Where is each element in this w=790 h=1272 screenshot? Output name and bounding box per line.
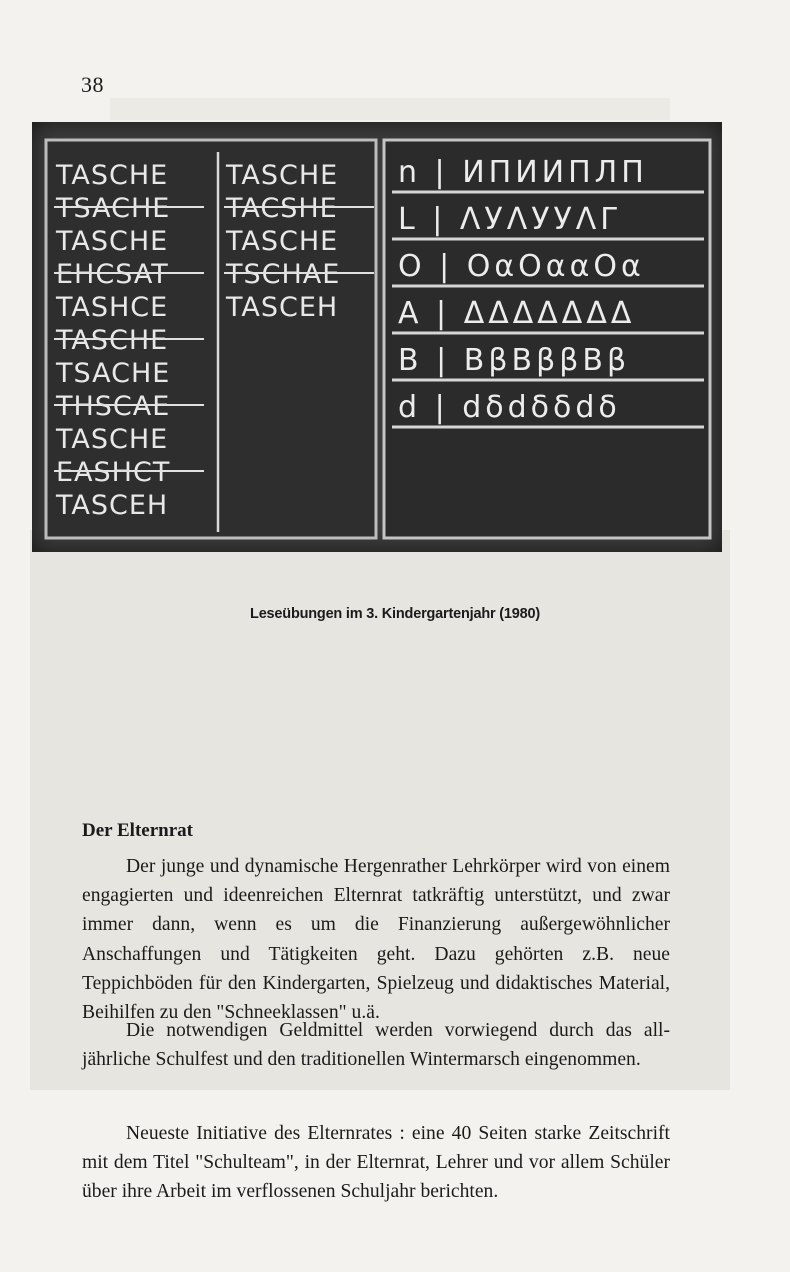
chalk-word: EASHCT [56, 457, 171, 488]
chalk-word: THSCAE [56, 391, 171, 422]
chalk-letter-row: A | ΔΔΔΔΔΔΔ [398, 296, 636, 331]
chalk-word: TSACHE [56, 358, 171, 389]
chalk-word: TASCEH [56, 490, 169, 521]
chalk-word: TASCHE [56, 226, 169, 257]
paragraph-1: Der junge und dynamische Hergenrather Lehrkörper wird von einem engagierten und ideenreichen Elternrat tatkräftig unterstützt, und zwar immer dann, wenn es um die Finanzierung außergewöhnlicher Anschaffungen und Tätigkeiten geht. Dazu gehörten z.B. neue Teppichböden für den Kindergarten, Spielzeug und didaktisches Material, Beihilfen zu den "Schneeklassen" u.ä. [82, 856, 670, 1024]
chalk-word: TASCHE [226, 226, 339, 257]
paragraph-3: Neueste Initiative des Elternrates : eine 40 Seiten starke Zeitschrift mit dem Titel "Schulteam", in der Elternrat, Lehrer und vor allem Schüler über ihre Arbeit im verflossenen Schuljahr berichten. [82, 1123, 670, 1203]
chalkboard-illustration [32, 122, 722, 552]
right-chalkboard [384, 140, 710, 538]
chalk-word: TASCHE [56, 325, 169, 356]
chalk-word: TASCEH [226, 292, 339, 323]
section-heading: Der Elternrat [82, 820, 193, 841]
chalk-letter-row: O | OαОααОα [398, 249, 645, 284]
chalk-word: TASCHE [226, 160, 339, 191]
chalk-letter-row: B | ВβВββВβ [398, 343, 631, 378]
chalk-word: TSCHAE [226, 259, 341, 290]
bleed-through-shadow-top [110, 98, 670, 120]
chalk-word: TASHCE [56, 292, 169, 323]
chalk-letter-row: n | ИПИИПЛП [398, 155, 648, 190]
chalk-letter-row: d | dδdδδdδ [398, 390, 621, 425]
chalkboard-photo [32, 122, 722, 552]
photo-caption: Leseübungen im 3. Kindergartenjahr (1980) [250, 606, 540, 622]
chalk-word: TASCHE [56, 160, 169, 191]
chalk-word: TASCHE [56, 424, 169, 455]
chalk-word: TACSHE [226, 193, 338, 224]
paragraph-2: Die notwendigen Geldmittel werden vorwiegend durch das alljährliche Schulfest und den traditionellen Wintermarsch eingenommen. [82, 1020, 670, 1071]
chalk-word: EHCSAT [56, 259, 169, 290]
chalk-letter-row: L | ΛУΛУУΛΓ [398, 202, 622, 237]
page-number: 38 [81, 72, 104, 97]
chalk-word: TSACHE [56, 193, 171, 224]
